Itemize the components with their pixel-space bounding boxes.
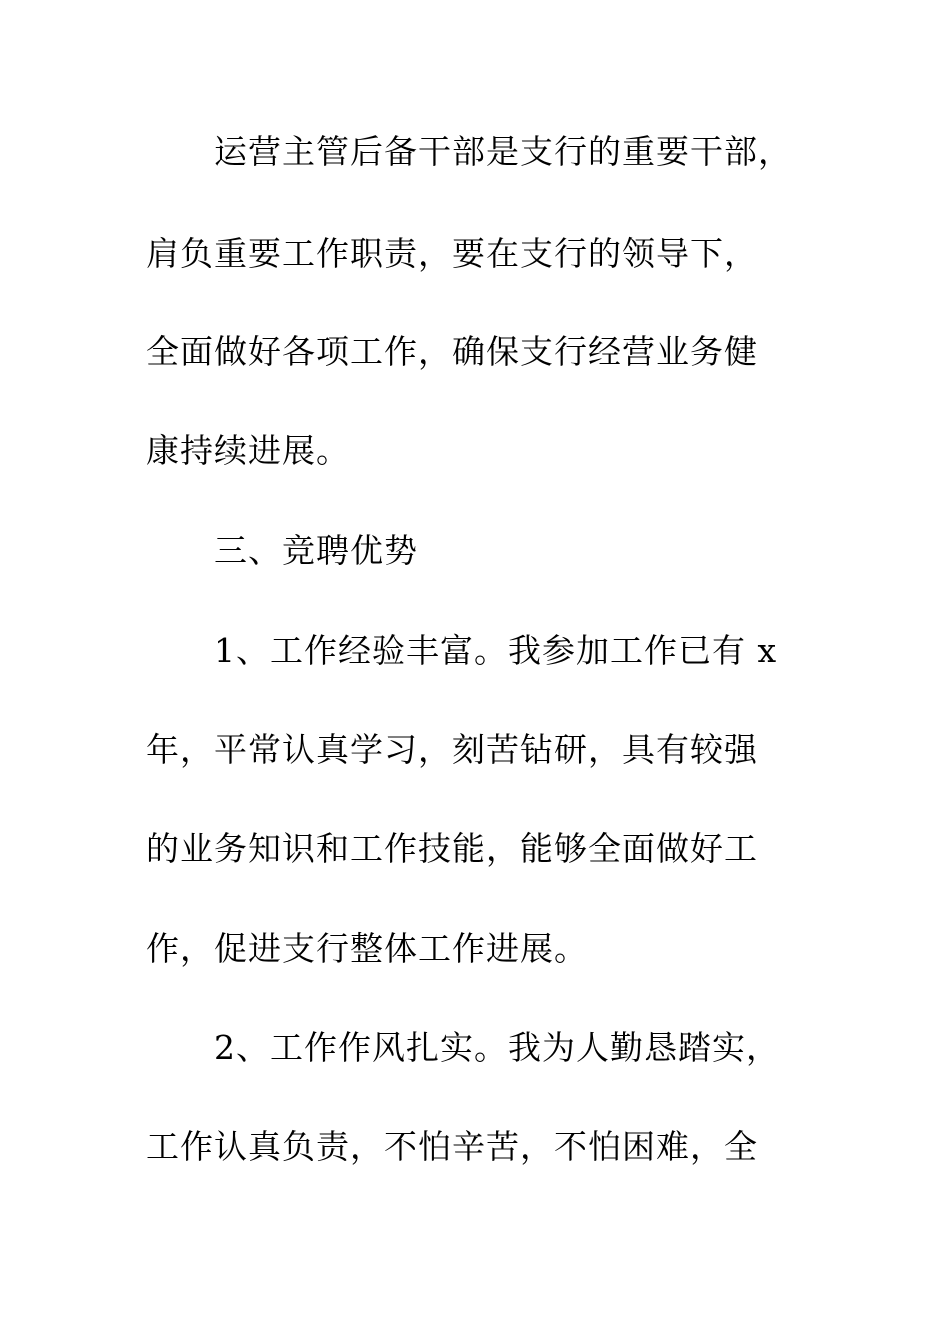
paragraph-line: 康持续进展。 — [146, 431, 350, 470]
paragraph-line: 作，促进支行整体工作进展。 — [146, 929, 588, 968]
paragraph-line: 的业务知识和工作技能，能够全面做好工 — [146, 829, 758, 868]
paragraph-line: 1、工作经验丰富。我参加工作已有 x — [214, 631, 778, 670]
section-heading: 三、竞聘优势 — [214, 531, 418, 570]
paragraph-line: 工作认真负责，不怕辛苦，不怕困难，全 — [146, 1127, 758, 1166]
paragraph-line: 年，平常认真学习，刻苦钻研，具有较强 — [146, 730, 758, 769]
paragraph-line: 2、工作作风扎实。我为人勤恳踏实， — [214, 1028, 780, 1067]
paragraph-line: 肩负重要工作职责，要在支行的领导下， — [146, 234, 758, 273]
paragraph-line: 运营主管后备干部是支行的重要干部， — [214, 132, 792, 171]
paragraph-line: 全面做好各项工作，确保支行经营业务健 — [146, 332, 758, 371]
